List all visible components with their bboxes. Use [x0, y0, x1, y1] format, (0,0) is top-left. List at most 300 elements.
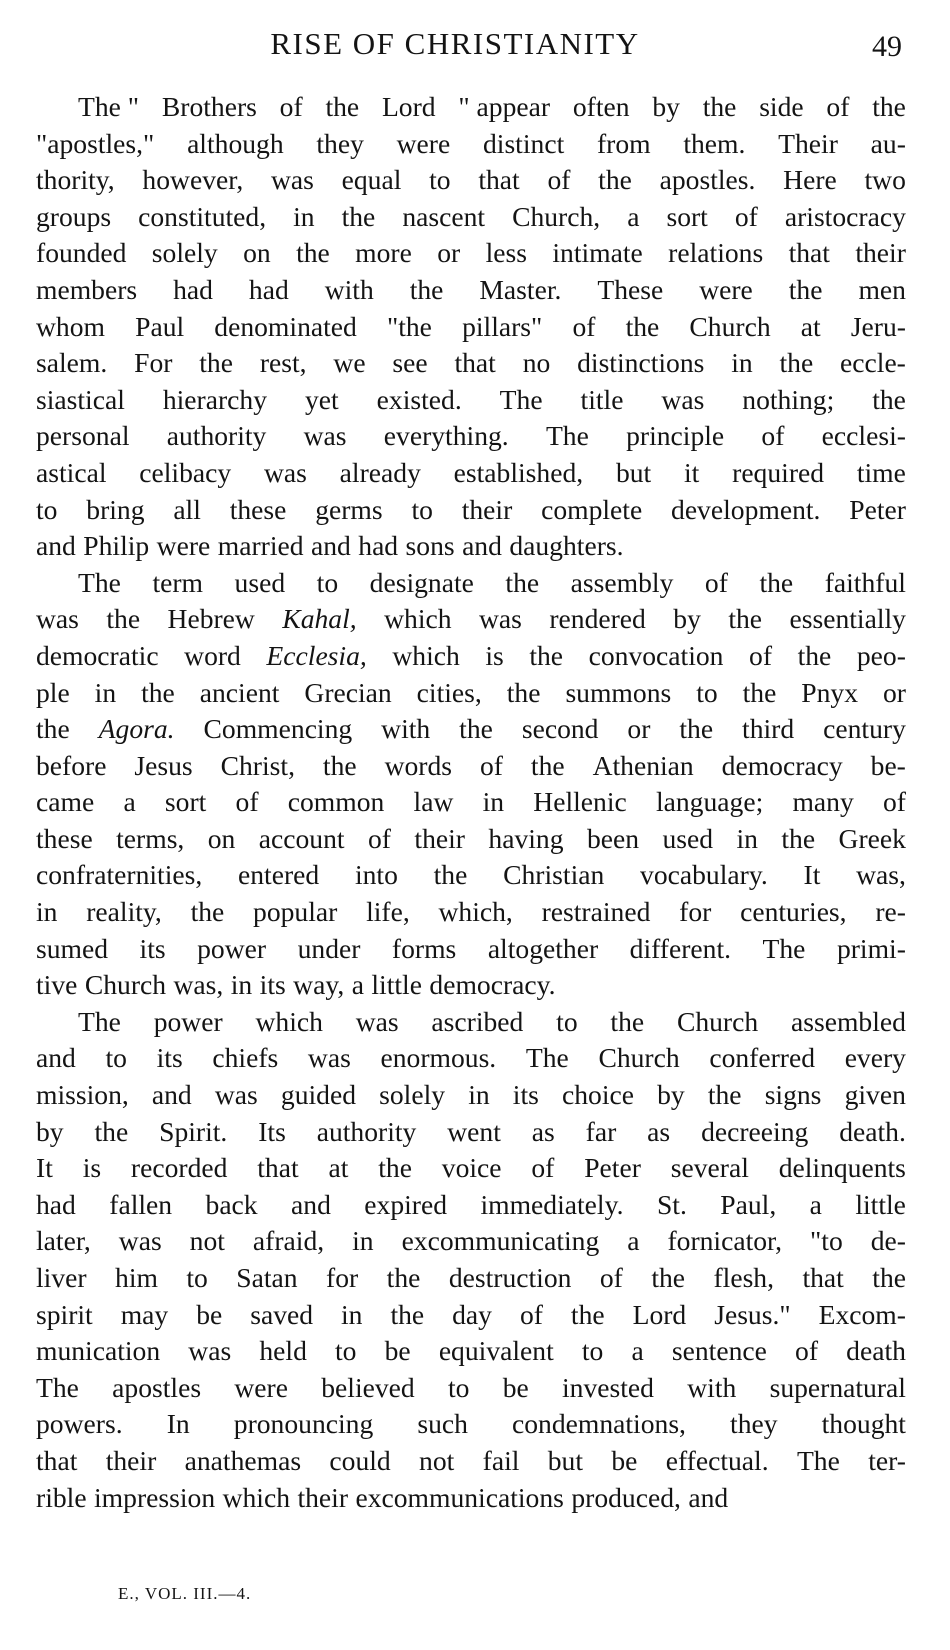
word: two — [864, 164, 906, 196]
word: democracy. — [429, 969, 556, 1001]
word: or — [437, 237, 461, 269]
word: their — [414, 822, 465, 854]
word: fornicator, — [667, 1225, 783, 1257]
text-line — [36, 1223, 906, 1260]
text-line — [36, 967, 906, 1004]
word: and — [688, 1481, 729, 1513]
word: a — [631, 1335, 644, 1367]
word: Brothers — [161, 91, 257, 122]
word: not — [189, 1225, 225, 1257]
word: by — [657, 1079, 685, 1111]
text-line — [36, 1187, 906, 1224]
word: reality, — [86, 896, 162, 928]
word: every — [844, 1042, 906, 1074]
word: their — [297, 1481, 349, 1513]
word: afraid, — [252, 1225, 325, 1257]
word: Church — [689, 310, 771, 342]
word: Excom- — [818, 1298, 906, 1330]
word: Master. — [479, 273, 562, 305]
word: and — [36, 1042, 76, 1074]
word: celibacy — [139, 456, 232, 488]
word: destruction — [448, 1262, 572, 1293]
word: was, — [173, 969, 224, 1001]
word: had — [173, 273, 213, 305]
word: were — [156, 530, 211, 562]
word: the — [570, 1298, 605, 1330]
word: which — [392, 639, 460, 671]
word: little — [371, 969, 422, 1001]
word: the — [598, 164, 632, 196]
word: as — [531, 1115, 555, 1147]
word: power — [153, 1005, 223, 1037]
body-text — [36, 89, 906, 1516]
word: the — [742, 676, 777, 708]
word: sentence — [671, 1335, 767, 1367]
word: principle — [626, 420, 725, 452]
word: Lord — [381, 91, 436, 122]
word: Here — [783, 164, 837, 196]
word: were — [699, 273, 753, 305]
text-line — [36, 601, 906, 638]
word: required — [732, 456, 825, 488]
word: Hellenic — [533, 786, 627, 818]
word: bring — [86, 493, 145, 525]
word: the — [872, 383, 906, 415]
word: hierarchy — [162, 383, 268, 415]
word: side — [759, 91, 804, 122]
word: the — [36, 713, 70, 745]
word: choice — [561, 1079, 634, 1111]
word: nascent — [402, 200, 486, 232]
text-line — [36, 1004, 906, 1041]
text-line — [36, 1040, 906, 1077]
word: life, — [366, 896, 410, 928]
word: the — [625, 310, 660, 342]
text-line — [36, 894, 906, 931]
word: time — [856, 456, 906, 488]
word: and — [310, 530, 351, 562]
text-line — [36, 565, 906, 602]
word: the — [199, 347, 233, 379]
word: complete — [541, 493, 643, 525]
word: popular — [253, 896, 338, 928]
text-line — [36, 272, 906, 309]
word: later, — [36, 1225, 91, 1257]
word: of — [704, 566, 728, 598]
word: came — [36, 786, 95, 818]
word: produced, — [571, 1481, 681, 1513]
word: Church — [84, 969, 167, 1001]
word: to — [581, 1335, 604, 1367]
word: the — [141, 676, 175, 708]
word: is — [82, 1152, 102, 1184]
word: confraternities, — [36, 859, 203, 891]
word: altogether — [487, 932, 599, 964]
word: was — [36, 603, 79, 635]
word: on — [243, 237, 271, 269]
word: way, — [293, 969, 345, 1001]
word: by — [673, 603, 701, 635]
word: used — [234, 566, 286, 598]
word: they — [730, 1408, 778, 1440]
word: Lord — [632, 1298, 687, 1330]
word: the — [506, 676, 541, 708]
word: or — [627, 713, 651, 745]
word: of — [572, 310, 596, 342]
word: Peter — [849, 493, 906, 525]
word: Grecian — [304, 676, 392, 708]
word: saved — [250, 1298, 314, 1330]
word: its — [139, 932, 166, 964]
word: munication — [36, 1335, 161, 1367]
word: the — [707, 1079, 742, 1111]
word: of — [761, 420, 785, 452]
text-line — [36, 931, 906, 968]
word: of — [368, 822, 391, 854]
word: assembled — [790, 1005, 906, 1037]
word: be — [196, 1298, 223, 1330]
word: flesh, — [713, 1262, 775, 1293]
word: The — [545, 420, 589, 452]
text-line — [36, 492, 906, 529]
word: often — [572, 91, 630, 122]
word: or — [882, 676, 906, 708]
word: in — [482, 786, 505, 818]
word: was — [303, 420, 347, 452]
word: common — [287, 786, 385, 818]
text-line — [36, 1370, 906, 1407]
word: which — [255, 1005, 323, 1037]
word: ancient — [199, 676, 280, 708]
word: their — [855, 237, 906, 269]
word: was — [661, 383, 705, 415]
word: Philip — [83, 530, 150, 562]
word: was — [118, 1225, 162, 1257]
word: been — [586, 822, 640, 854]
word: that — [36, 1444, 78, 1476]
word: the — [872, 91, 906, 122]
word: different. — [629, 932, 732, 964]
word: Jesus." — [714, 1298, 791, 1330]
word: astical — [36, 456, 107, 488]
word: the — [759, 566, 794, 598]
word: from — [596, 127, 651, 159]
word: to — [186, 1262, 208, 1293]
word: with — [324, 273, 374, 305]
word: These — [597, 273, 664, 305]
word: Jeru- — [850, 310, 906, 342]
word: not — [419, 1444, 455, 1476]
word: them. — [683, 127, 746, 159]
word: It — [803, 859, 821, 891]
word: sort — [666, 200, 708, 232]
word: The — [78, 566, 121, 598]
word: him — [115, 1262, 158, 1293]
word: be- — [870, 749, 906, 781]
word: be — [611, 1444, 638, 1476]
word: democracy — [721, 749, 843, 781]
word: eccle- — [840, 347, 906, 379]
word: the — [872, 1262, 906, 1293]
word: these — [229, 493, 287, 525]
word: power — [197, 932, 267, 964]
running-title: RISE OF CHRISTIANITY — [270, 26, 640, 61]
word: was — [478, 603, 522, 635]
word: in — [36, 896, 58, 928]
text-line — [36, 126, 906, 163]
word: went — [447, 1115, 501, 1147]
word: "to — [810, 1225, 843, 1257]
word: sumed — [36, 932, 109, 964]
word: spirit — [36, 1298, 93, 1330]
word: Ecclesia, — [266, 639, 367, 671]
word: the — [378, 1152, 412, 1184]
word: back — [205, 1188, 258, 1220]
word: were — [396, 127, 451, 159]
word: of — [519, 1298, 543, 1330]
word: expired — [364, 1188, 448, 1220]
word: rible — [36, 1481, 87, 1513]
word: held — [259, 1335, 307, 1367]
word: The " — [78, 91, 140, 122]
word: a — [351, 969, 364, 1001]
word: nothing; — [742, 383, 835, 415]
word: solely — [379, 1079, 446, 1111]
word: The — [499, 383, 543, 415]
word: Agora. — [98, 713, 175, 745]
text-line — [36, 1114, 906, 1151]
word: The — [36, 1371, 79, 1403]
word: of — [882, 786, 906, 818]
word: the — [190, 896, 225, 928]
word: solely — [151, 237, 218, 269]
word: the — [322, 749, 357, 781]
text-line — [36, 748, 906, 785]
word: for — [326, 1262, 359, 1293]
word: "the — [386, 310, 432, 342]
word: authority — [316, 1115, 417, 1147]
word: may — [120, 1298, 169, 1330]
word: ter- — [868, 1444, 906, 1476]
text-line — [36, 1260, 906, 1297]
word: on — [207, 822, 236, 854]
word: that — [478, 164, 520, 196]
text-line — [36, 309, 906, 346]
word: the — [106, 603, 141, 635]
text-line — [36, 784, 906, 821]
word: men — [858, 273, 906, 305]
word: faithful — [824, 566, 906, 598]
word: supernatural — [769, 1371, 906, 1403]
word: under — [297, 932, 361, 964]
word: to — [696, 676, 718, 708]
word: their — [461, 493, 513, 525]
word: the — [529, 639, 564, 671]
word: term — [152, 566, 204, 598]
word: was — [307, 1042, 351, 1074]
word: was — [188, 1335, 232, 1367]
word: second — [521, 713, 599, 745]
text-line — [36, 382, 906, 419]
word: Kahal, — [282, 603, 357, 635]
word: which — [222, 1481, 290, 1513]
word: enormous. — [380, 1042, 497, 1074]
word: the — [94, 1115, 129, 1147]
printer-signature: E., VOL. III.—4. — [118, 1584, 252, 1603]
word: Satan — [236, 1262, 298, 1293]
word: authority — [166, 420, 267, 452]
word: less — [485, 237, 527, 269]
word: cities, — [416, 676, 482, 708]
word: a — [627, 1225, 640, 1257]
word: Hebrew — [167, 603, 255, 635]
word: the — [409, 273, 444, 305]
word: Christian — [503, 859, 605, 891]
word: of — [734, 200, 758, 232]
word: Athenian — [592, 749, 694, 781]
text-line — [36, 711, 906, 748]
word: essentially — [789, 603, 906, 635]
word: for — [679, 896, 712, 928]
word: anathemas — [184, 1444, 302, 1476]
word: the — [679, 713, 714, 745]
word: aristocracy — [784, 200, 906, 232]
word: apostles — [112, 1371, 202, 1403]
word: primi- — [836, 932, 906, 964]
word: of — [479, 749, 503, 781]
word: guided — [280, 1079, 357, 1111]
text-line — [36, 1297, 906, 1334]
word: and — [151, 1079, 192, 1111]
word: The — [525, 1042, 569, 1074]
word: salem. — [36, 347, 108, 379]
word: "apostles," — [36, 127, 155, 159]
word: denominated — [214, 310, 357, 342]
word: the — [390, 1298, 425, 1330]
word: a — [627, 200, 640, 232]
word: which — [384, 603, 452, 635]
word: the — [325, 91, 360, 122]
word: pillars" — [462, 310, 543, 342]
word: a — [809, 1188, 822, 1220]
word: democratic — [36, 639, 159, 671]
word: was — [263, 456, 307, 488]
word: equal — [341, 164, 402, 196]
word: to — [429, 164, 451, 196]
word: that — [788, 237, 830, 269]
word: germs — [315, 493, 383, 525]
word: see — [392, 347, 428, 379]
word: " appear — [458, 91, 551, 122]
word: its — [259, 969, 286, 1001]
word: Commencing — [203, 713, 353, 745]
word: liver — [36, 1262, 87, 1293]
word: the — [788, 273, 823, 305]
word: The — [796, 1444, 840, 1476]
word: Paul, — [720, 1188, 777, 1220]
word: effectual. — [665, 1444, 769, 1476]
word: the — [459, 713, 493, 745]
word: decreeing — [701, 1115, 809, 1147]
word: the — [728, 603, 763, 635]
word: third — [742, 713, 795, 745]
word: the — [651, 1262, 686, 1293]
word: distinct — [482, 127, 565, 159]
word: personal — [36, 420, 130, 452]
word: they — [316, 127, 364, 159]
word: were — [234, 1371, 288, 1403]
word: tive — [36, 969, 78, 1001]
word: members — [36, 273, 138, 305]
word: existed. — [376, 383, 462, 415]
word: far — [585, 1115, 617, 1147]
word: in — [230, 969, 253, 1001]
word: recorded — [130, 1152, 228, 1184]
word: and — [36, 530, 76, 562]
word: St. — [656, 1188, 687, 1220]
word: powers. — [36, 1408, 123, 1440]
word: be — [502, 1371, 529, 1403]
word: the — [505, 566, 540, 598]
word: summons — [565, 676, 672, 708]
word: it — [684, 456, 700, 488]
word: day — [452, 1298, 492, 1330]
word: whom — [36, 310, 105, 342]
word: words — [384, 749, 453, 781]
text-line — [36, 528, 906, 565]
word: the — [433, 859, 468, 891]
word: to — [556, 1005, 578, 1037]
word: Pnyx — [801, 676, 859, 708]
word: yet — [304, 383, 339, 415]
word: that — [454, 347, 496, 379]
word: assembly — [570, 566, 674, 598]
word: the — [797, 639, 832, 671]
word: however, — [142, 164, 244, 196]
word: sons — [405, 530, 455, 562]
word: such — [417, 1408, 468, 1440]
word: centuries, — [740, 896, 847, 928]
word: impression — [94, 1481, 216, 1513]
word: death. — [839, 1115, 906, 1147]
word: at — [800, 310, 821, 342]
word: in — [468, 1079, 490, 1111]
text-line — [36, 235, 906, 272]
word: several — [670, 1152, 749, 1184]
word: Their — [778, 127, 838, 159]
word: intimate — [552, 237, 643, 269]
word: but — [615, 456, 652, 488]
word: was — [214, 1079, 258, 1111]
word: title — [580, 383, 624, 415]
text-line — [36, 638, 906, 675]
word: of — [795, 1335, 819, 1367]
word: Church — [598, 1042, 680, 1074]
word: and — [291, 1188, 331, 1220]
word: the — [386, 1262, 421, 1293]
word: the — [341, 200, 376, 232]
word: siastical — [36, 383, 125, 415]
text-line — [36, 821, 906, 858]
word: was, — [856, 859, 906, 891]
word: Jesus — [134, 749, 193, 781]
word: its — [156, 1042, 183, 1074]
word: In — [166, 1408, 190, 1440]
text-line — [36, 418, 906, 455]
word: that — [257, 1152, 299, 1184]
word: to — [411, 493, 433, 525]
word: excommunicating — [401, 1225, 600, 1257]
